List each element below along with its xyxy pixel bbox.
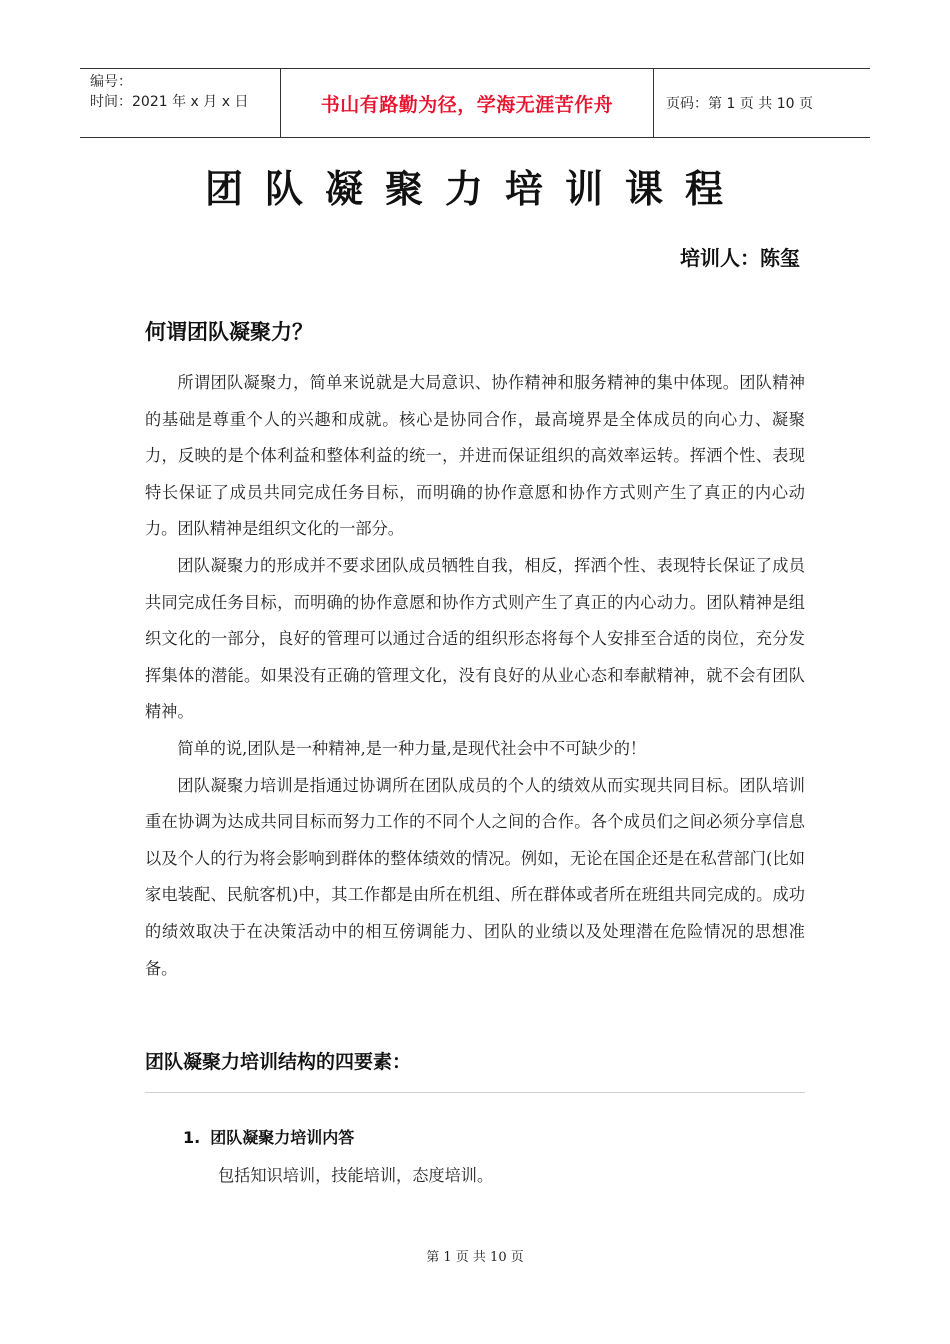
section-body [145,365,805,987]
header-motto: 书山有路勤为径，学海无涯苦作舟 [281,69,654,137]
list-item-text: 包括知识培训，技能培训，态度培训。 [218,1166,494,1185]
trainer-name: 培训人：陈玺 [680,246,800,270]
header-meta [80,69,281,137]
paragraph: 所谓团队凝聚力，简单来说就是大局意识、协作精神和服务精神的集中体现。团队精神的基础是尊重个人的兴趣和成就。核心是协同合作，最高境界是全体成员的向心力、凝聚力，反映的是个体利益和整体利益的统一，并进而保证组织的高效率运转。挥洒个性、表现特长保证了成员共同完成任务目标，而明确的协作意愿和协作方式则产生了真正的内心动力。团队精神是组织文化的一部分。 [145,373,805,539]
page-footer: 第 1 页 共 10 页 [426,1250,524,1265]
document-title: 团队凝聚力培训课程 [204,167,745,211]
number-label: 编号： [90,74,132,90]
divider [145,1092,805,1093]
paragraph: 团队凝聚力培训是指通过协调所在团队成员的个人的绩效从而实现共同目标。团队培训重在协调为达成共同目标而努力工作的不同个人之间的合作。各个成员们之间必须分享信息以及个人的行为将会影响到群体的整体绩效的情况。例如，无论在国企还是在私营部门(比如家电装配、民航客机)中，其工作都是由所在机组、所在群体或者所在班组共同完成的。成功的绩效取决于在决策活动中的相互傍调能力、团队的业绩以及处理潜在危险情况的思想准备。 [145,775,805,978]
date-label: 时间：2021 年 x 月 x 日 [90,94,249,110]
section-heading-definition: 何谓团队凝聚力？ [145,320,313,344]
paragraph: 简单的说,团队是一种精神,是一种力量,是现代社会中不可缺少的！ [177,738,647,758]
paragraph: 团队凝聚力的形成并不要求团队成员牺牲自我，相反，挥洒个性、表现特长保证了成员共同完成任务目标，而明确的协作意愿和协作方式则产生了真正的内心动力。团队精神是组织文化的一部分，良好的管理可以通过合适的组织形态将每个人安排至合适的岗位，充分发挥集体的潜能。如果没有正确的管理文化，没有良好的从业心态和奉献精神，就不会有团队精神。 [145,555,805,722]
list-item-title [183,1125,354,1148]
page-header [80,68,870,138]
list-item-label: 团队凝聚力培训内答 [210,1128,355,1147]
section-heading-elements: 团队凝聚力培训结构的四要素： [145,1051,412,1073]
header-page-info: 页码：第 1 页 共 10 页 [666,96,813,112]
list-item-number: 1. [183,1128,201,1147]
